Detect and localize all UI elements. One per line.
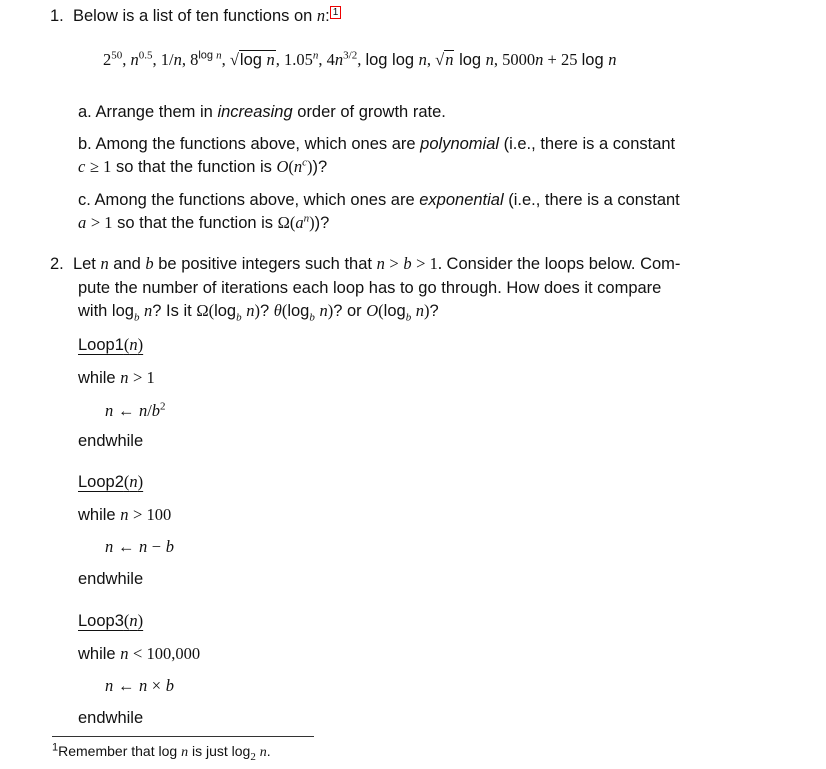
question-1b-line2: c ≥ 1 so that the function is $O(n^c)$)? xyxy=(78,156,328,176)
footnote-divider xyxy=(52,736,314,737)
loop1-condition: n > 1 xyxy=(120,368,155,387)
footnote-ref-link[interactable]: 1 xyxy=(330,6,342,19)
question-1a: a. Arrange them in increasing order of growth rate. xyxy=(78,103,446,121)
loop2-endwhile: endwhile xyxy=(78,570,144,588)
footnote-mark: 1 xyxy=(52,741,59,754)
question-1-intro: 1. Below is a list of ten functions on n: 1 xyxy=(50,6,341,26)
footnote xyxy=(52,741,271,763)
question-1b-line1: b. Among the functions above, which ones are polynomial (i.e., there is a constant xyxy=(78,135,676,153)
loop3-endwhile: endwhile xyxy=(78,709,144,727)
question-2-line1: 2. Let n and b be positive integers such that n > b > 1. Consider the loops below. Com- xyxy=(50,254,681,273)
function-list-math: $2^{50}$, $n^{0.5}$, 1/n, $8^{log n}$, √log n, 1.05$^n$, $4n^{3/2}$, log log n, √n log n, 5000n + 25 log n xyxy=(103,49,617,69)
loop2-title: Loop2(n) xyxy=(78,472,144,491)
loop2-condition: n > 100 xyxy=(120,505,172,524)
question-2-line3: with $\log_b n$? Is it $\Omega(\log_b$ n)? $\theta(\log_b$ n)? or $O(\log_b$ n)? xyxy=(78,301,439,324)
loop2-while: while n > 100 xyxy=(78,505,172,524)
question-1c-line2: a > 1 so that the function is $\Omega(a^n)$)? xyxy=(78,212,330,232)
loop1-title: Loop1(n) xyxy=(78,335,144,354)
loop3-title: Loop3(n) xyxy=(78,611,144,630)
loop2-body: n ← n − b xyxy=(105,537,174,556)
loop1-body: n ← $n/b^2$ xyxy=(105,400,166,420)
function-list xyxy=(103,50,616,70)
question-1c-line1: c. Among the functions above, which ones are exponential (i.e., there is a constant xyxy=(78,191,680,209)
question-2-line2: pute the number of iterations each loop has to go through. How does it compare xyxy=(78,279,662,297)
footnote-text: Remember that log n is just $\log_2 n$. xyxy=(58,743,271,763)
loop3-body: n ← n × b xyxy=(105,676,174,695)
loop3-while: while n < 100,000 xyxy=(78,644,201,663)
loop1-endwhile: endwhile xyxy=(78,432,144,450)
loop3-condition: n < 100,000 xyxy=(120,644,201,663)
q2-text-line1: Let n and b be positive integers such that n > b > 1. Consider the loops below. Com- xyxy=(72,254,681,273)
loop1-while: while n > 1 xyxy=(78,368,155,387)
